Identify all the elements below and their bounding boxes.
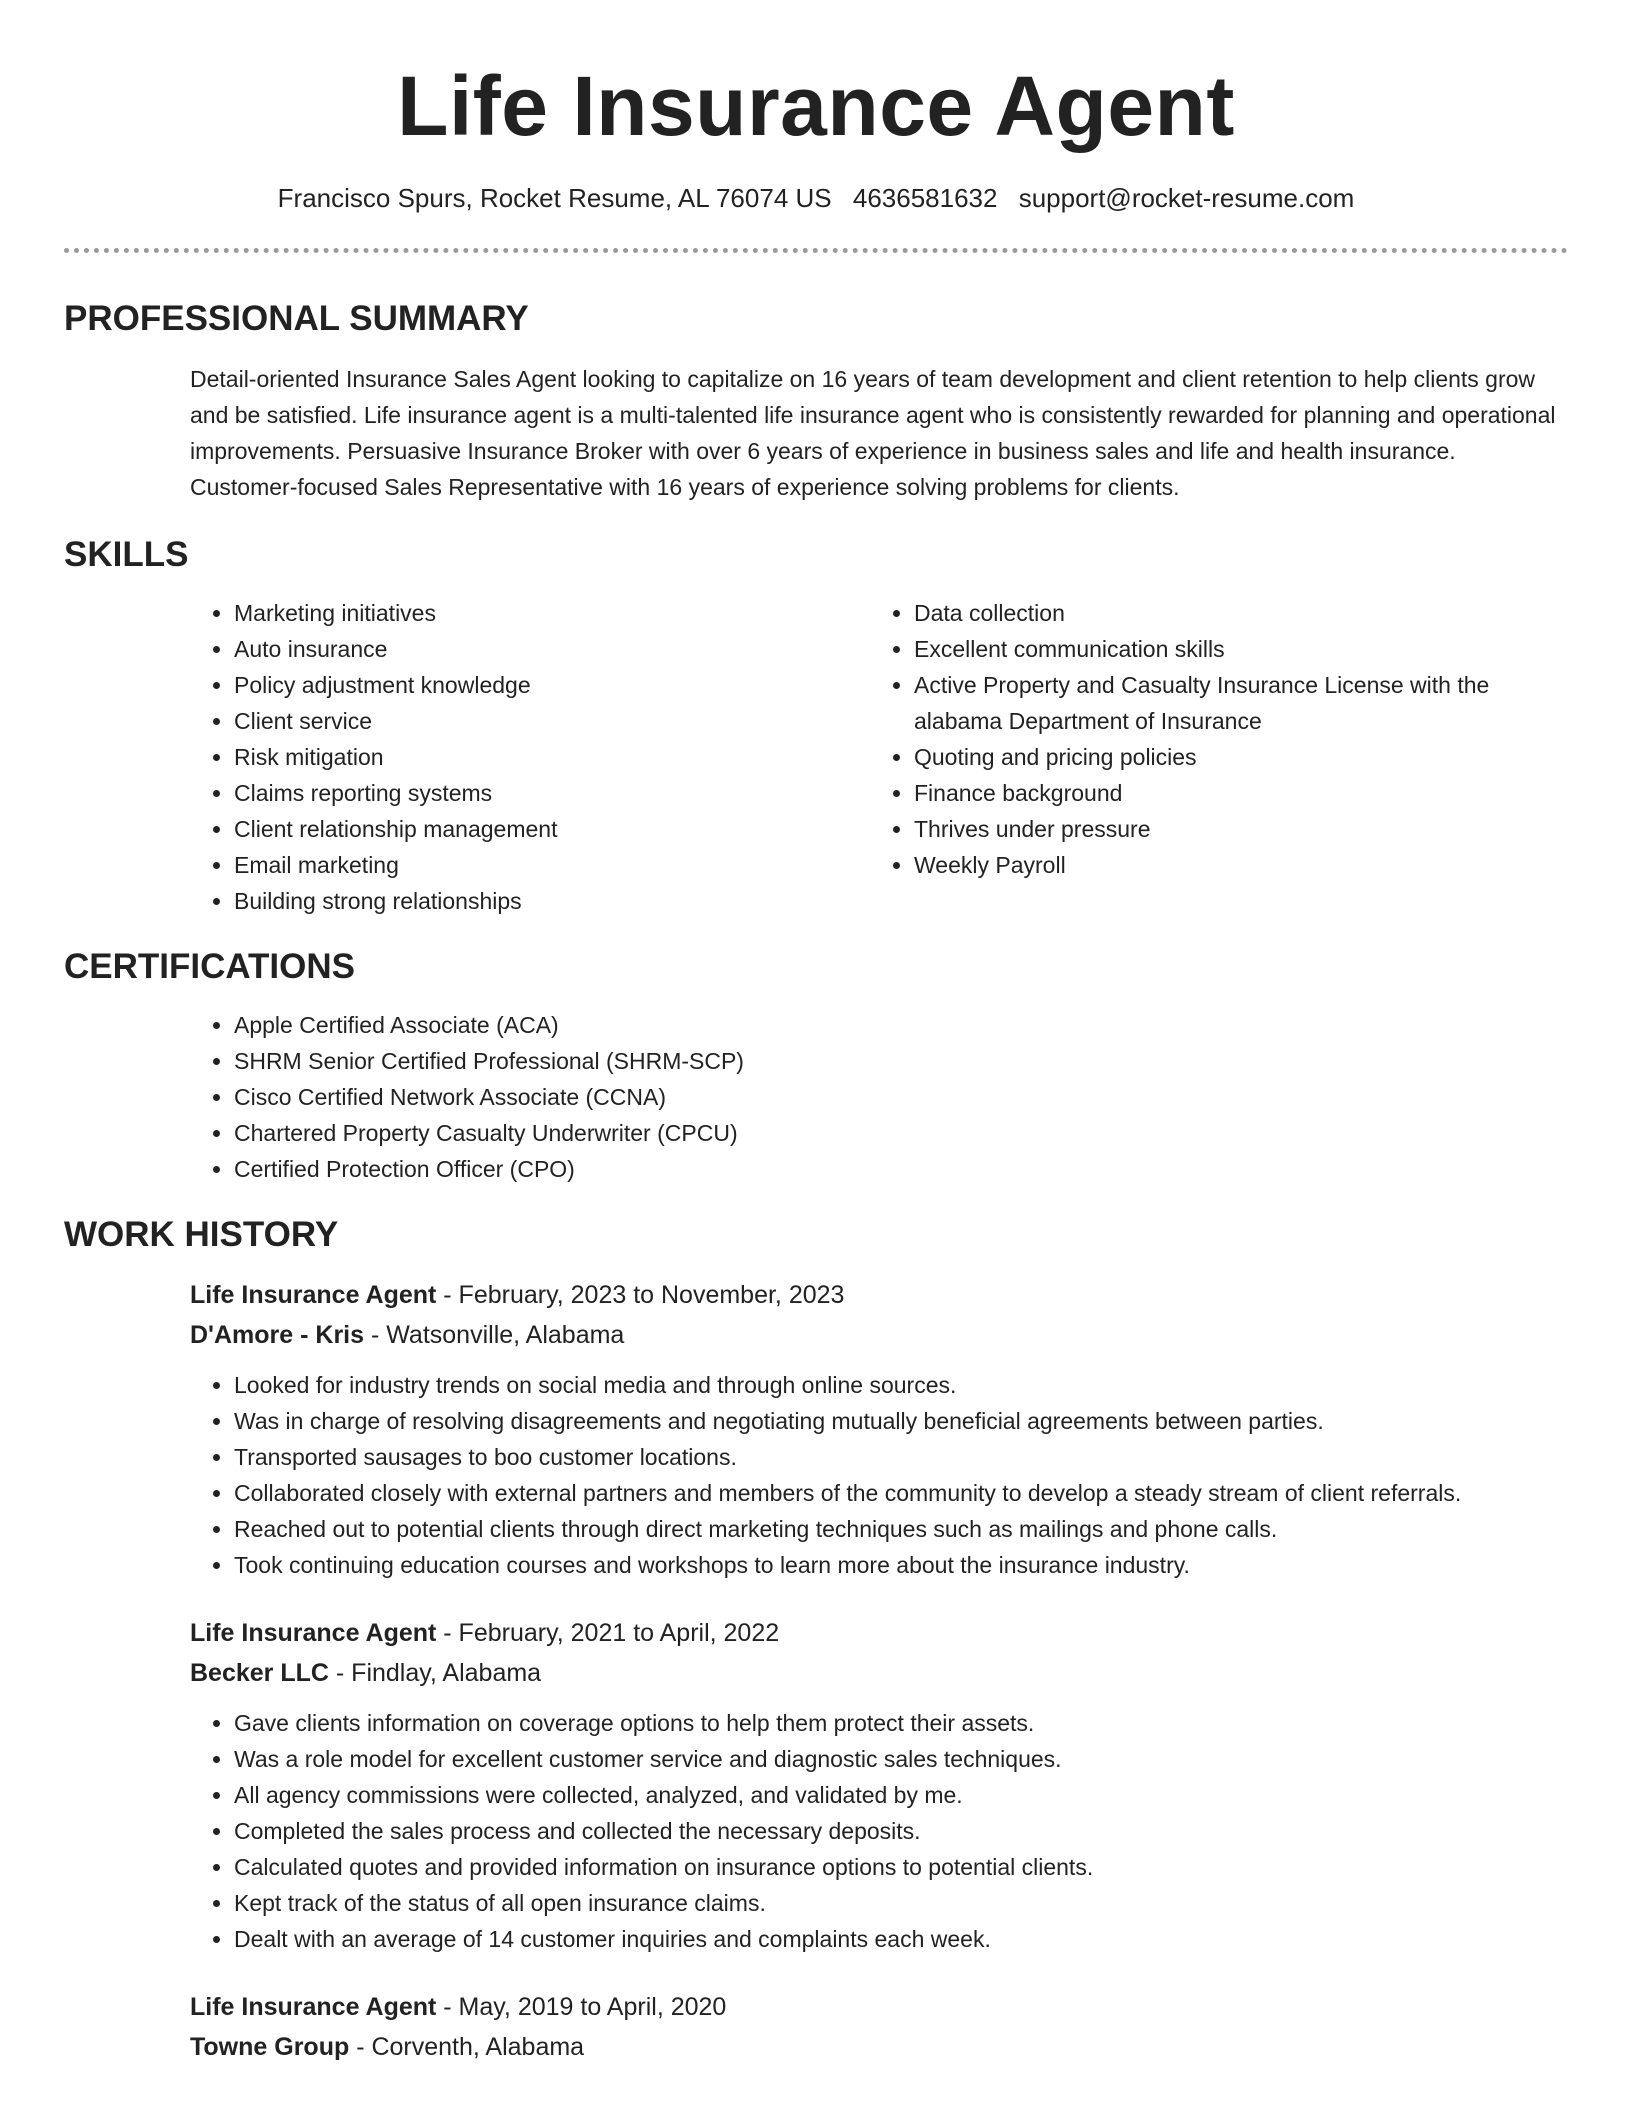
certification-item: • Apple Certified Associate (ACA) <box>234 1007 1568 1043</box>
certifications-section <box>64 945 1568 1187</box>
job-location: - Corventh, Alabama <box>349 2033 585 2061</box>
skill-item: • Risk mitigation <box>234 739 870 775</box>
job-bullet: • Transported sausages to boo customer locations. <box>234 1439 1568 1475</box>
skill-item: • Marketing initiatives <box>234 595 870 631</box>
skills-section <box>64 533 1568 919</box>
work-history-section <box>64 1213 1568 2067</box>
certification-item: • SHRM Senior Certified Professional (SHRM-SCP) <box>234 1043 1568 1079</box>
skill-item: • Building strong relationships <box>234 883 870 919</box>
contact-email: support@rocket-resume.com <box>1018 183 1355 213</box>
job-company: Becker LLC <box>190 1659 329 1687</box>
job-dates: - May, 2019 to April, 2020 <box>436 1993 727 2021</box>
job-location: - Watsonville, Alabama <box>364 1321 625 1349</box>
resume-name: Life Insurance Agent <box>397 59 1235 153</box>
job-bullet: • Took continuing education courses and workshops to learn more about the insurance industry. <box>234 1547 1568 1583</box>
certifications-title: CERTIFICATIONS <box>64 947 356 986</box>
skill-item: • Email marketing <box>234 847 870 883</box>
work-history-title: WORK HISTORY <box>64 1215 339 1254</box>
skills-title: SKILLS <box>64 535 189 574</box>
skill-item: • Claims reporting systems <box>234 775 870 811</box>
job-entry <box>190 1275 1568 1583</box>
job-bullet: • Dealt with an average of 14 customer inquiries and complaints each week. <box>234 1921 1568 1957</box>
skill-item: • Policy adjustment knowledge <box>234 667 870 703</box>
skill-item: • Auto insurance <box>234 631 870 667</box>
certification-item: • Certified Protection Officer (CPO) <box>234 1151 1568 1187</box>
skills-right-column <box>870 595 1560 919</box>
skills-left-column <box>190 595 870 919</box>
job-bullet: • All agency commissions were collected, analyzed, and validated by me. <box>234 1777 1568 1813</box>
resume-header <box>0 0 1632 216</box>
job-company: Towne Group <box>190 2033 350 2061</box>
certifications-list <box>190 1007 1568 1187</box>
summary-title: PROFESSIONAL SUMMARY <box>64 299 529 338</box>
job-title-line <box>190 1613 1568 1653</box>
job-company-line <box>190 1653 1568 1693</box>
job-bullet: • Looked for industry trends on social media and through online sources. <box>234 1367 1568 1403</box>
job-bullet: • Collaborated closely with external partners and members of the community to develop a steady stream of client referrals. <box>234 1475 1568 1511</box>
job-title-line <box>190 1275 1568 1315</box>
summary-section <box>64 297 1568 505</box>
job-entry <box>190 1613 1568 1957</box>
job-bullet: • Calculated quotes and provided information on insurance options to potential clients. <box>234 1849 1568 1885</box>
job-company-line <box>190 1315 1568 1355</box>
contact-line <box>0 180 1632 216</box>
job-company: D'Amore - Kris <box>190 1321 365 1349</box>
skill-item: • Client service <box>234 703 870 739</box>
job-bullet: • Was in charge of resolving disagreements and negotiating mutually beneficial agreements between parties. <box>234 1403 1568 1439</box>
job-bullet: • Completed the sales process and collected the necessary deposits. <box>234 1813 1568 1849</box>
job-dates: - February, 2023 to November, 2023 <box>436 1281 845 1309</box>
skill-item: • Weekly Payroll <box>914 847 1560 883</box>
certification-item: • Cisco Certified Network Associate (CCNA) <box>234 1079 1568 1115</box>
job-bullet: • Kept track of the status of all open insurance claims. <box>234 1885 1568 1921</box>
skill-item: • Client relationship management <box>234 811 870 847</box>
skill-item: • Thrives under pressure <box>914 811 1560 847</box>
skill-item: • Data collection <box>914 595 1560 631</box>
job-role: Life Insurance Agent <box>190 1281 437 1309</box>
contact-address: Francisco Spurs, Rocket Resume, AL 76074 US <box>277 183 832 213</box>
job-location: - Findlay, Alabama <box>328 1659 542 1687</box>
skills-columns <box>190 595 1568 919</box>
job-role: Life Insurance Agent <box>190 1619 437 1647</box>
header-divider <box>64 248 1568 253</box>
job-entry <box>190 1987 1568 2067</box>
contact-phone: 4636581632 <box>852 183 998 213</box>
job-bullet: • Reached out to potential clients through direct marketing techniques such as mailings and phone calls. <box>234 1511 1568 1547</box>
job-bullet: • Was a role model for excellent customer service and diagnostic sales techniques. <box>234 1741 1568 1777</box>
job-dates: - February, 2021 to April, 2022 <box>436 1619 780 1647</box>
skill-item: • Quoting and pricing policies <box>914 739 1560 775</box>
skill-item: • Active Property and Casualty Insurance License with the alabama Department of Insurance <box>914 667 1560 739</box>
summary-text: Detail-oriented Insurance Sales Agent looking to capitalize on 16 years of team development and client retention to help clients grow and be satisfied. Life insurance agent is a multi-talented life insurance agent who is consistently rewarded for planning and operational improvements. Persuasive Insurance Broker with over 6 years of experience in business sales and life and health insurance. Customer-focused Sales Representative with 16 years of experience solving problems for clients. <box>190 366 1556 500</box>
job-bullet: • Gave clients information on coverage options to help them protect their assets. <box>234 1705 1568 1741</box>
job-company-line <box>190 2027 1568 2067</box>
job-role: Life Insurance Agent <box>190 1993 437 2021</box>
job-title-line <box>190 1987 1568 2027</box>
skill-item: • Finance background <box>914 775 1560 811</box>
certification-item: • Chartered Property Casualty Underwriter (CPCU) <box>234 1115 1568 1151</box>
skill-item: • Excellent communication skills <box>914 631 1560 667</box>
